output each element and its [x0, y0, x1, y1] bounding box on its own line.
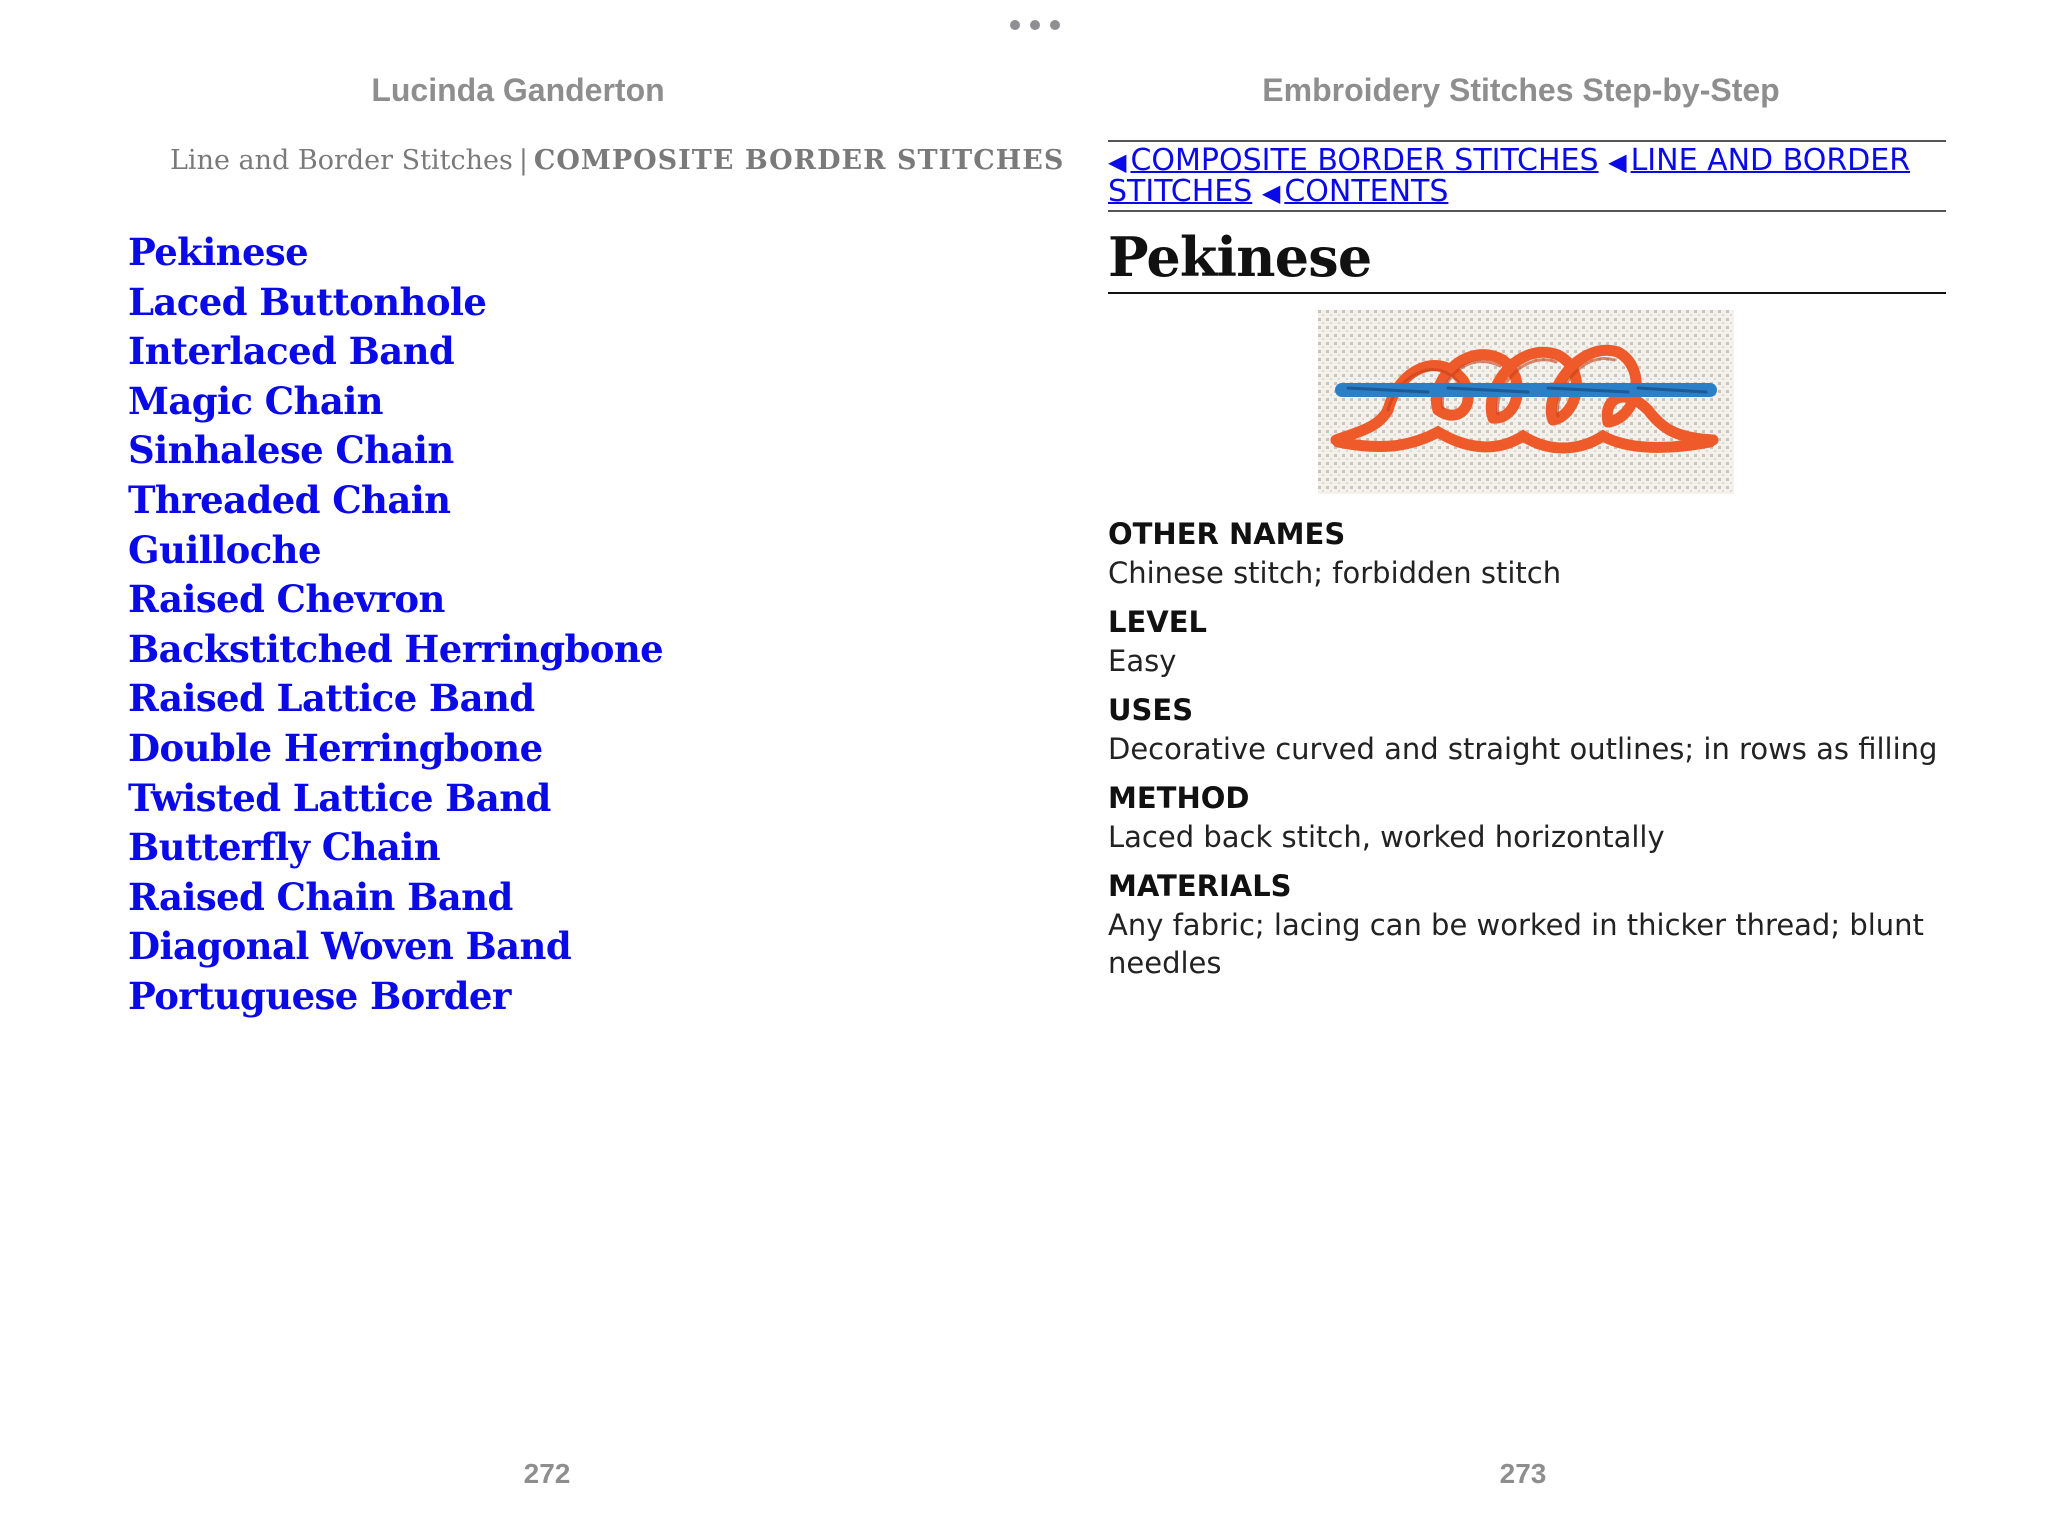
stitch-list — [128, 228, 663, 1022]
stitch-link-diagonal-woven-band[interactable]: Diagonal Woven Band — [128, 924, 572, 969]
stitch-link-interlaced-band[interactable]: Interlaced Band — [128, 329, 455, 374]
nav-link-contents[interactable]: CONTENTS — [1284, 174, 1449, 209]
materials-value: Any fabric; lacing can be worked in thicker thread; blunt needles — [1108, 908, 1924, 980]
right-page-number: 273 — [1499, 1458, 1547, 1489]
ellipsis-icon[interactable] — [1010, 18, 1060, 32]
list-item — [128, 575, 663, 625]
left-page-number: 272 — [523, 1458, 571, 1489]
uses-value: Decorative curved and straight outlines; in rows as filling — [1108, 732, 1938, 766]
stitch-link-raised-chain-band[interactable]: Raised Chain Band — [128, 874, 513, 919]
stitch-link-raised-lattice-band[interactable]: Raised Lattice Band — [128, 676, 535, 721]
breadcrumb — [1108, 140, 1946, 212]
list-item — [128, 278, 663, 328]
stitch-link-raised-chevron[interactable]: Raised Chevron — [128, 577, 445, 622]
level-label: LEVEL — [1108, 605, 1208, 639]
list-item — [128, 377, 663, 427]
section-chapter: COMPOSITE BORDER STITCHES — [533, 145, 1065, 176]
menu-dot — [1030, 20, 1040, 30]
page-title: Pekinese — [1108, 226, 1946, 294]
other-names-value: Chinese stitch; forbidden stitch — [1108, 556, 1562, 590]
stitch-link-butterfly-chain[interactable]: Butterfly Chain — [128, 825, 441, 870]
back-arrow-icon: ◀ — [1108, 148, 1127, 176]
other-names-label: OTHER NAMES — [1108, 517, 1346, 551]
stitch-details — [1108, 514, 1946, 982]
materials-label: MATERIALS — [1108, 869, 1292, 903]
stitch-link-double-herringbone[interactable]: Double Herringbone — [128, 725, 543, 770]
stitch-link-sinhalese-chain[interactable]: Sinhalese Chain — [128, 428, 454, 473]
list-item — [128, 674, 663, 724]
stitch-link-magic-chain[interactable]: Magic Chain — [128, 378, 383, 423]
list-item — [128, 426, 663, 476]
list-item — [128, 476, 663, 526]
section-separator: | — [518, 145, 528, 176]
list-item — [128, 774, 663, 824]
method-label: METHOD — [1108, 781, 1250, 815]
stitch-link-threaded-chain[interactable]: Threaded Chain — [128, 477, 451, 522]
list-item — [128, 972, 663, 1022]
stitch-link-twisted-lattice-band[interactable]: Twisted Lattice Band — [128, 775, 551, 820]
list-item — [128, 873, 663, 923]
back-arrow-icon: ◀ — [1608, 148, 1627, 176]
section-heading — [170, 145, 1065, 176]
method-value: Laced back stitch, worked horizontally — [1108, 820, 1665, 854]
menu-dot — [1010, 20, 1020, 30]
right-running-head: Embroidery Stitches Step-by-Step — [1262, 72, 1780, 108]
list-item — [128, 526, 663, 576]
backstitch-line — [1342, 388, 1710, 392]
list-item — [128, 724, 663, 774]
list-item — [128, 327, 663, 377]
nav-link-line-and-border-stitches[interactable]: LINE AND BORDER STITCHES — [1108, 143, 1911, 209]
back-arrow-icon: ◀ — [1261, 179, 1281, 207]
stitch-entry — [1108, 140, 1946, 982]
list-item — [128, 625, 663, 675]
list-item — [128, 228, 663, 278]
list-item — [128, 823, 663, 873]
uses-label: USES — [1108, 693, 1194, 727]
left-running-head: Lucinda Ganderton — [371, 72, 665, 108]
pekinese-stitch-sample — [1318, 310, 1734, 494]
stitch-link-guilloche[interactable]: Guilloche — [128, 527, 321, 572]
menu-dot — [1050, 20, 1060, 30]
stitch-link-pekinese[interactable]: Pekinese — [128, 230, 309, 274]
level-value: Easy — [1108, 644, 1177, 678]
stitch-link-portuguese-border[interactable]: Portuguese Border — [128, 973, 511, 1018]
stitch-link-laced-buttonhole[interactable]: Laced Buttonhole — [128, 279, 487, 324]
list-item — [128, 922, 663, 972]
section-part: Line and Border Stitches — [170, 145, 513, 176]
nav-link-composite-border-stitches[interactable]: COMPOSITE BORDER STITCHES — [1130, 143, 1599, 178]
fabric-background — [1318, 310, 1734, 494]
stitch-link-backstitched-herringbone[interactable]: Backstitched Herringbone — [128, 626, 664, 671]
